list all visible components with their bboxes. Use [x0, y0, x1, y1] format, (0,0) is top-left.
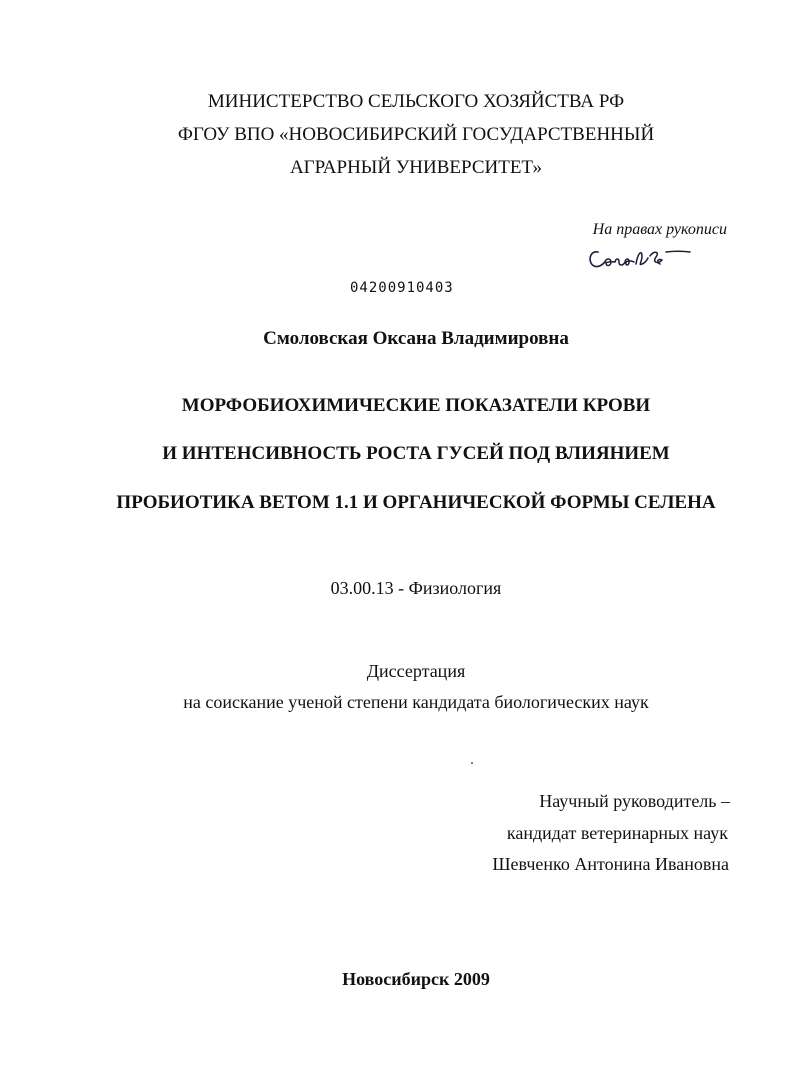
- scan-speck: [471, 762, 473, 764]
- institution-line-2: АГРАРНЫЙ УНИВЕРСИТЕТ»: [289, 157, 543, 178]
- city-year: Новосибирск 2009: [342, 969, 490, 989]
- title-line-3: ПРОБИОТИКА ВЕТОМ 1.1 И ОРГАНИЧЕСКОЙ ФОРМЫ СЕЛЕНА: [116, 492, 716, 513]
- specialty-code: 03.00.13 - Физиология: [330, 578, 502, 598]
- dissertation-type: Диссертация: [366, 661, 466, 681]
- dissertation-purpose: на соискание ученой степени кандидата биологических наук: [183, 692, 649, 712]
- title-line-1: МОРФОБИОХИМИЧЕСКИЕ ПОКАЗАТЕЛИ КРОВИ: [181, 395, 651, 416]
- supervisor-name: Шевченко Антонина Ивановна: [492, 854, 729, 874]
- supervisor-degree: кандидат ветеринарных наук: [506, 823, 728, 843]
- supervisor-role: Научный руководитель –: [539, 791, 730, 811]
- handwritten-signature: [584, 240, 694, 274]
- author-name: Смоловская Оксана Владимировна: [263, 328, 569, 349]
- title-line-2: И ИНТЕНСИВНОСТЬ РОСТА ГУСЕЙ ПОД ВЛИЯНИЕМ: [162, 443, 670, 464]
- institution-line-1: ФГОУ ВПО «НОВОСИБИРСКИЙ ГОСУДАРСТВЕННЫЙ: [177, 124, 655, 145]
- manuscript-note: На правах рукописи: [592, 221, 727, 238]
- ministry-heading: МИНИСТЕРСТВО СЕЛЬСКОГО ХОЗЯЙСТВА РФ: [207, 91, 625, 112]
- registration-number: 04200910403: [350, 280, 454, 296]
